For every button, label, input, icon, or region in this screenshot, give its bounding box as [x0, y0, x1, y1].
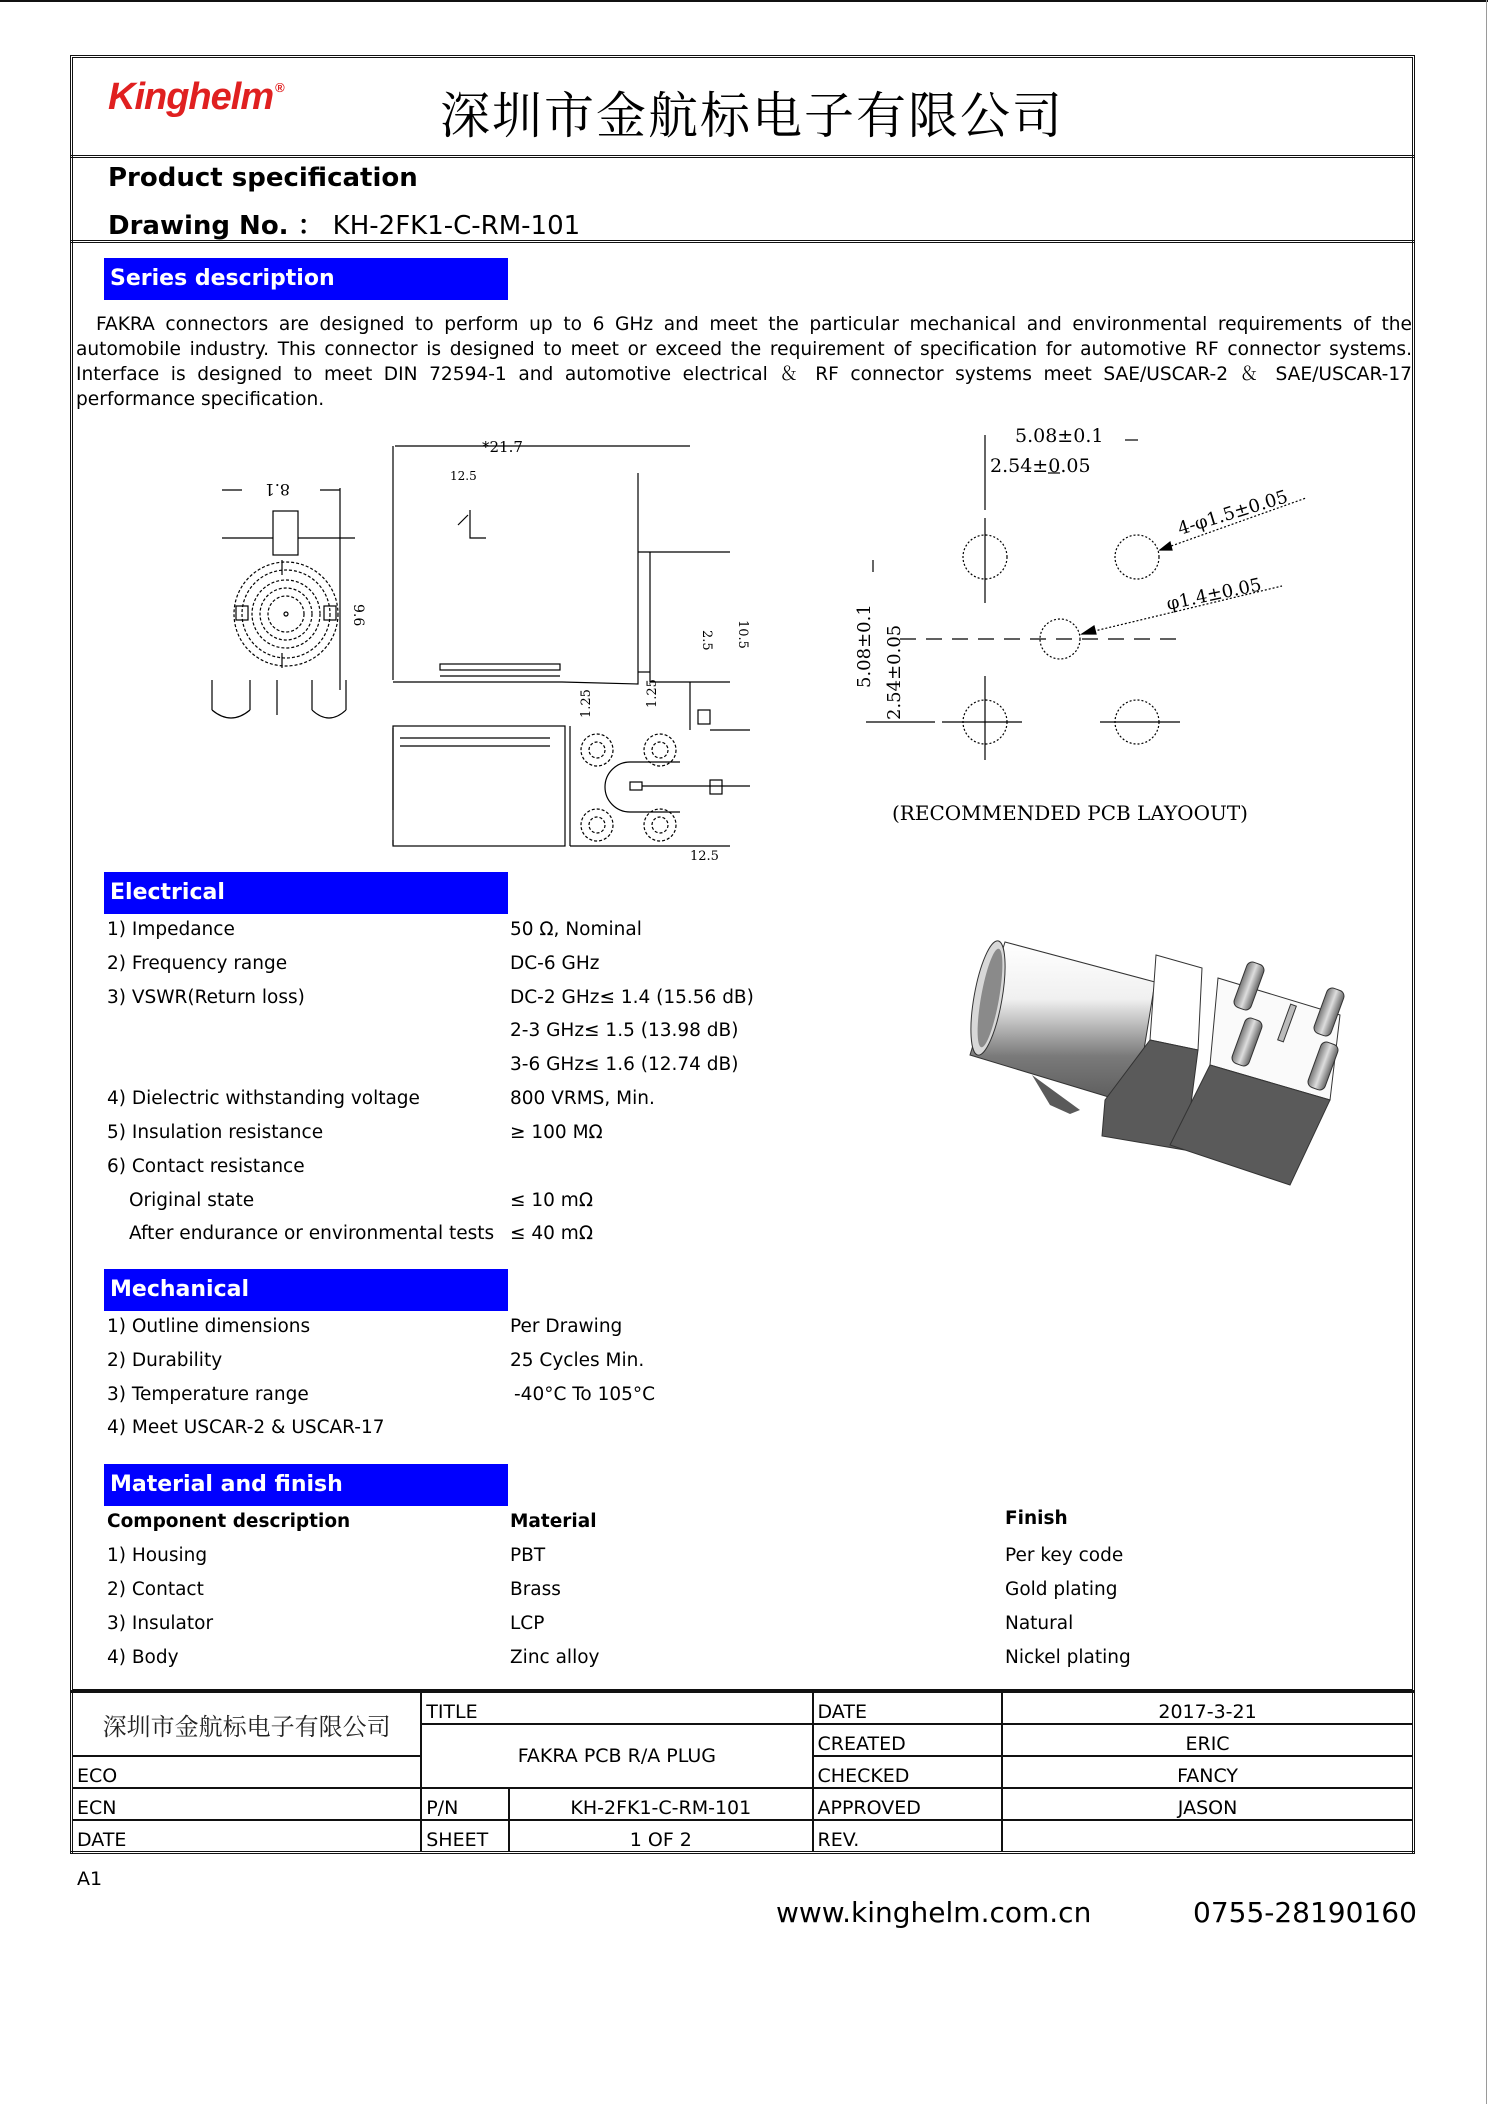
tb-title-label: TITLE: [421, 1692, 812, 1725]
side-view: [393, 438, 750, 730]
svg-text:9.6: 9.6: [350, 604, 366, 627]
spec-label: 4) Dielectric withstanding voltage: [107, 1088, 420, 1109]
column-header-material: Material: [510, 1511, 597, 1532]
bottom-view: [393, 679, 750, 864]
spec-label: 2) Frequency range: [107, 953, 288, 974]
tb-checked-label: CHECKED: [813, 1756, 1003, 1788]
spec-value: ≤ 10 mΩ: [510, 1190, 593, 1211]
spec-value: ≤ 40 mΩ: [510, 1223, 593, 1244]
spec-label: After endurance or environmental tests: [129, 1223, 495, 1244]
spec-value: DC-2 GHz≤ 1.4 (15.56 dB): [510, 987, 754, 1008]
page-top-border: [0, 0, 1488, 2]
tb-rev-label: REV.: [813, 1820, 1003, 1853]
tb-date-value: 2017-3-21: [1002, 1692, 1413, 1725]
logo-text: Kinghelm: [108, 76, 274, 118]
drawing-no-value: KH-2FK1-C-RM-101: [332, 211, 581, 241]
svg-text:5.08±0.1: 5.08±0.1: [1015, 425, 1104, 447]
spec-label: Original state: [129, 1190, 255, 1211]
spec-label: 3) Temperature range: [107, 1384, 309, 1405]
tb-ecn-label: ECN: [72, 1788, 422, 1820]
series-banner: Series description: [104, 258, 508, 300]
kinghelm-logo: [108, 76, 284, 119]
svg-text:4-φ1.5±0.05: 4-φ1.5±0.05: [1175, 486, 1291, 540]
svg-text:1.25: 1.25: [579, 689, 594, 718]
header-divider: [70, 155, 1415, 158]
material-finish: Nickel plating: [1005, 1647, 1131, 1668]
column-header-component: Component description: [107, 1511, 351, 1532]
material-material: Brass: [510, 1579, 561, 1600]
material-finish: Gold plating: [1005, 1579, 1118, 1600]
spec-label: 6) Contact resistance: [107, 1156, 305, 1177]
svg-text:2.54±0.05: 2.54±0.05: [884, 624, 905, 720]
tb-approved-value: JASON: [1002, 1788, 1413, 1820]
spec-value: ≥ 100 MΩ: [510, 1122, 603, 1143]
pcb-layout-drawing: [820, 410, 1320, 840]
spec-label: 4) Meet USCAR-2 & USCAR-17: [107, 1417, 385, 1438]
material-finish: Natural: [1005, 1613, 1074, 1634]
doc-title: Product specification: [108, 163, 418, 193]
tb-sheet-value: 1 OF 2: [509, 1820, 812, 1853]
outline-drawing: [150, 410, 750, 864]
spec-value: 50 Ω, Nominal: [510, 919, 642, 940]
spec-label: 3) VSWR(Return loss): [107, 987, 305, 1008]
material-component: 1) Housing: [107, 1545, 208, 1566]
svg-text:(RECOMMENDED PCB LAYOOUT): (RECOMMENDED PCB LAYOOUT): [892, 801, 1248, 825]
material-material: LCP: [510, 1613, 545, 1634]
registered-mark: ®: [275, 80, 284, 95]
tb-checked-value: FANCY: [1002, 1756, 1413, 1788]
material-component: 2) Contact: [107, 1579, 204, 1600]
material-component: 4) Body: [107, 1647, 179, 1668]
tb-rev-value: [1002, 1820, 1413, 1853]
spec-label: 2) Durability: [107, 1350, 223, 1371]
tb-company-cn: 深圳市金航标电子有限公司: [72, 1692, 422, 1757]
page-size-label: A1: [77, 1868, 103, 1890]
svg-text:5.08±0.1: 5.08±0.1: [854, 604, 875, 688]
series-text: FAKRA connectors are designed to perform up to 6 GHz and meet the particular mechanical and environmental requirements of the automobile industry. This connector is designed to meet or exceed the requirement of specification for automotive RF connector systems. Interface is designed to meet DIN 72594-1 and automotive electrical ＆ RF connector systems meet SAE/USCAR-2 ＆ SAE/USCAR-17 performance specification.: [76, 314, 1412, 410]
spec-label: 1) Outline dimensions: [107, 1316, 311, 1337]
material-material: Zinc alloy: [510, 1647, 600, 1668]
front-view: [212, 480, 366, 718]
company-name-cn: 深圳市金航标电子有限公司: [440, 87, 1064, 145]
svg-text:2.5: 2.5: [699, 630, 714, 651]
drawing-number: [108, 205, 580, 242]
svg-text:1.25: 1.25: [645, 679, 660, 708]
phone-number: 0755-28190160: [1193, 1896, 1417, 1929]
material-component: 3) Insulator: [107, 1613, 214, 1634]
tb-date-label-left: DATE: [72, 1820, 422, 1853]
spec-value: 3-6 GHz≤ 1.6 (12.74 dB): [510, 1054, 739, 1075]
title-block: [70, 1690, 1415, 1854]
spec-label: 1) Impedance: [107, 919, 235, 940]
material-finish: Per key code: [1005, 1545, 1124, 1566]
material-material: PBT: [510, 1545, 546, 1566]
page-right-border: [1486, 0, 1487, 2104]
drawing-no-label: Drawing No. ：: [108, 211, 324, 241]
material-banner: Material and finish: [104, 1464, 508, 1506]
svg-text:φ1.4±0.05: φ1.4±0.05: [1164, 574, 1264, 615]
mechanical-banner: Mechanical: [104, 1269, 508, 1311]
website-link[interactable]: www.kinghelm.com.cn: [776, 1896, 1092, 1929]
spec-value: -40°C To 105°C: [514, 1384, 656, 1405]
tb-approved-label: APPROVED: [813, 1788, 1003, 1820]
electrical-banner: Electrical: [104, 872, 508, 914]
svg-text:2.54±0.05: 2.54±0.05: [990, 455, 1091, 477]
column-header-finish: Finish: [1005, 1508, 1068, 1529]
svg-text:10.5: 10.5: [735, 620, 750, 649]
tb-date-label: DATE: [813, 1692, 1003, 1725]
spec-value: 800 VRMS, Min.: [510, 1088, 655, 1109]
spec-value: 25 Cycles Min.: [510, 1350, 645, 1371]
spec-value: DC-6 GHz: [510, 953, 600, 974]
spec-value: 2-3 GHz≤ 1.5 (13.98 dB): [510, 1020, 739, 1041]
connector-3d-render: [940, 900, 1360, 1220]
svg-text:12.5: 12.5: [450, 469, 477, 483]
tb-pn-label: P/N: [421, 1788, 509, 1820]
series-description: [76, 312, 1412, 412]
spec-value: Per Drawing: [510, 1316, 623, 1337]
tb-pn-value: KH-2FK1-C-RM-101: [509, 1788, 812, 1820]
tb-created-label: CREATED: [813, 1724, 1003, 1756]
svg-text:12.5: 12.5: [690, 849, 719, 864]
tb-created-value: ERIC: [1002, 1724, 1413, 1756]
tb-sheet-label: SHEET: [421, 1820, 509, 1853]
spec-label: 5) Insulation resistance: [107, 1122, 324, 1143]
svg-text:*21.7: *21.7: [482, 438, 523, 456]
svg-text:8.1: 8.1: [264, 480, 290, 499]
tb-title-value: FAKRA PCB R/A PLUG: [421, 1724, 812, 1788]
tb-eco-label: ECO: [72, 1756, 422, 1788]
